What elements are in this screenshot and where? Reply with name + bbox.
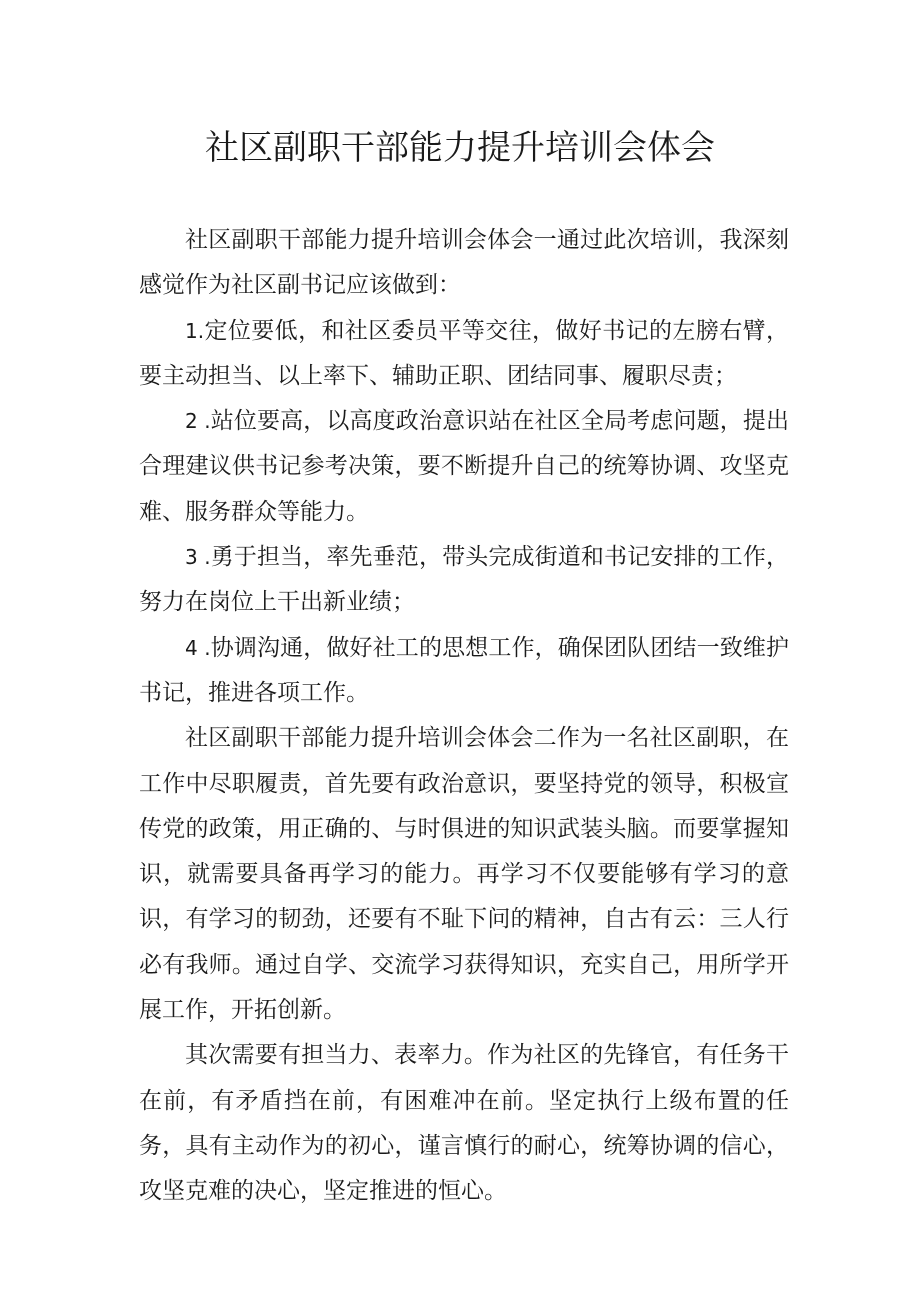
paragraph-point-3 [139, 535, 789, 626]
paragraph-intro [139, 218, 789, 309]
list-number: 1. [185, 318, 205, 343]
paragraph-text: 社区副职干部能力提升培训会体会二作为一名社区副职，在工作中尽职履责，首先要有政治意识，要坚持党的领导，积极宣传党的政策，用正确的、与时俱进的知识武装头脑。而要掌握知识，就需要具备再学习的能力。再学习不仅要能够有学习的意识，有学习的韧劲，还要有不耻下问的精神，自古有云：三人行必有我师。通过自学、交流学习获得知识，充实自己，用所学开展工作，开拓创新。 [139, 725, 789, 1024]
list-number: 4 . [185, 635, 211, 660]
page-title: 社区副职干部能力提升培训会体会 [205, 128, 715, 168]
paragraph-part-two [139, 716, 789, 1033]
paragraph-text: 社区副职干部能力提升培训会体会一通过此次培训，我深刻感觉作为社区副书记应该做到： [139, 227, 789, 299]
document-body [139, 218, 789, 1215]
paragraph-text: 其次需要有担当力、表率力。作为社区的先锋官，有任务干在前，有矛盾挡在前，有困难冲在前。坚定执行上级布置的任务，具有主动作为的初心，谨言慎行的耐心，统筹协调的信心，攻坚克难的决心，坚定推进的恒心。 [139, 1042, 789, 1205]
list-number: 2 . [185, 409, 211, 434]
paragraph-second [139, 1033, 789, 1214]
paragraph-text: 定位要低，和社区委员平等交往，做好书记的左膀右臂，要主动担当、以上率下、辅助正职、团结同事、履职尽责； [139, 317, 789, 389]
list-number: 3 . [185, 545, 211, 570]
paragraph-point-1 [139, 309, 789, 400]
paragraph-text: 协调沟通，做好社工的思想工作，确保团队团结一致维护书记，推进各项工作。 [139, 634, 789, 706]
paragraph-text: 站位要高，以高度政治意识站在社区全局考虑问题，提出合理建议供书记参考决策，要不断提升自己的统筹协调、攻坚克难、服务群众等能力。 [139, 408, 789, 525]
paragraph-point-2 [139, 399, 789, 535]
paragraph-text: 勇于担当，率先垂范，带头完成街道和书记安排的工作，努力在岗位上干出新业绩； [139, 544, 789, 616]
paragraph-point-4 [139, 626, 789, 717]
